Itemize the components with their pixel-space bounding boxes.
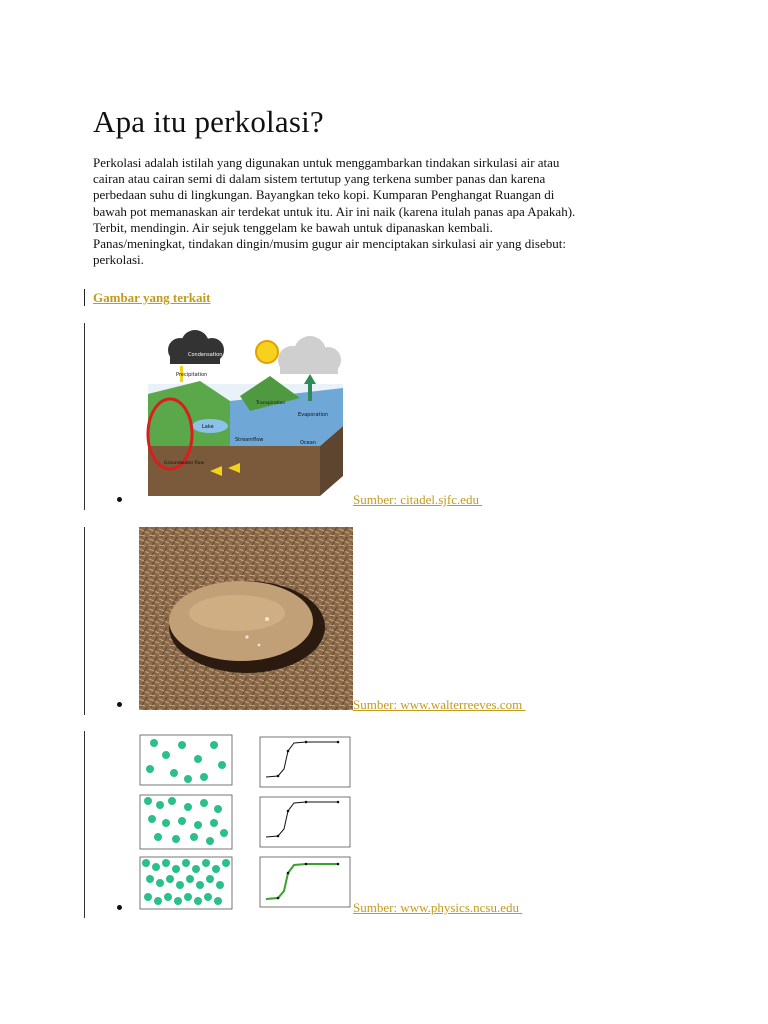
soil-puddle-image[interactable] [139,527,353,710]
water-cycle-image[interactable] [140,326,352,500]
source-link-walterreeves[interactable]: Sumber: www.walterreeves.com [353,697,526,712]
paragraph-line: Perkolasi adalah istilah yang digunakan untuk menggambarkan tindakan sirkulasi air atau [93,155,560,170]
list-bullet [117,702,122,707]
list-item-divider [84,731,85,918]
transpiration-label: Transpiration [256,401,286,406]
page-title: Apa itu perkolasi? [93,104,324,139]
evaporation-label: Evaporation [298,412,329,418]
lake-label: Lake [202,424,214,430]
intro-paragraph [93,155,693,268]
source-link-citadel[interactable]: Sumber: citadel.sjfc.edu [353,492,483,507]
percolation-graphs-image[interactable] [138,733,353,915]
paragraph-line: perkolasi. [93,252,144,268]
ocean-label: Ocean [300,440,316,446]
list-bullet [117,497,122,502]
condensation-label: Condensation [188,352,223,358]
source-link-physics[interactable]: Sumber: www.physics.ncsu.edu [353,900,523,915]
groundwater-label: Groundwater flow [164,461,205,466]
related-images-link[interactable]: Gambar yang terkait [93,290,211,305]
list-bullet [117,905,122,910]
paragraph-line: Panas/meningkat, tindakan dingin/musim gugur air menciptakan sirkulasi air yang disebut: [93,236,566,252]
streamflow-label: Streamflow [235,437,264,443]
list-item-divider [84,527,85,715]
paragraph-line: cairan atau cairan semi di dalam sistem tertutup yang terkena sumber panas dan karena [93,171,546,187]
paragraph-line: perbedaan suhu di lingkungan. Bayangkan teko kopi. Kumparan Penghangat Ruangan di [93,187,555,203]
list-item-divider [84,323,85,510]
precipitation-label: Precipitation [176,372,208,378]
paragraph-line: bawah pot memanaskan air terdekat untuk itu. Air ini naik (karena itulah panas apa Apakah). [93,203,576,219]
paragraph-line: Terbit, mendingin. Air sejuk tenggelam ke bawah untuk dipanaskan kembali. [93,219,493,235]
related-divider [84,289,85,306]
